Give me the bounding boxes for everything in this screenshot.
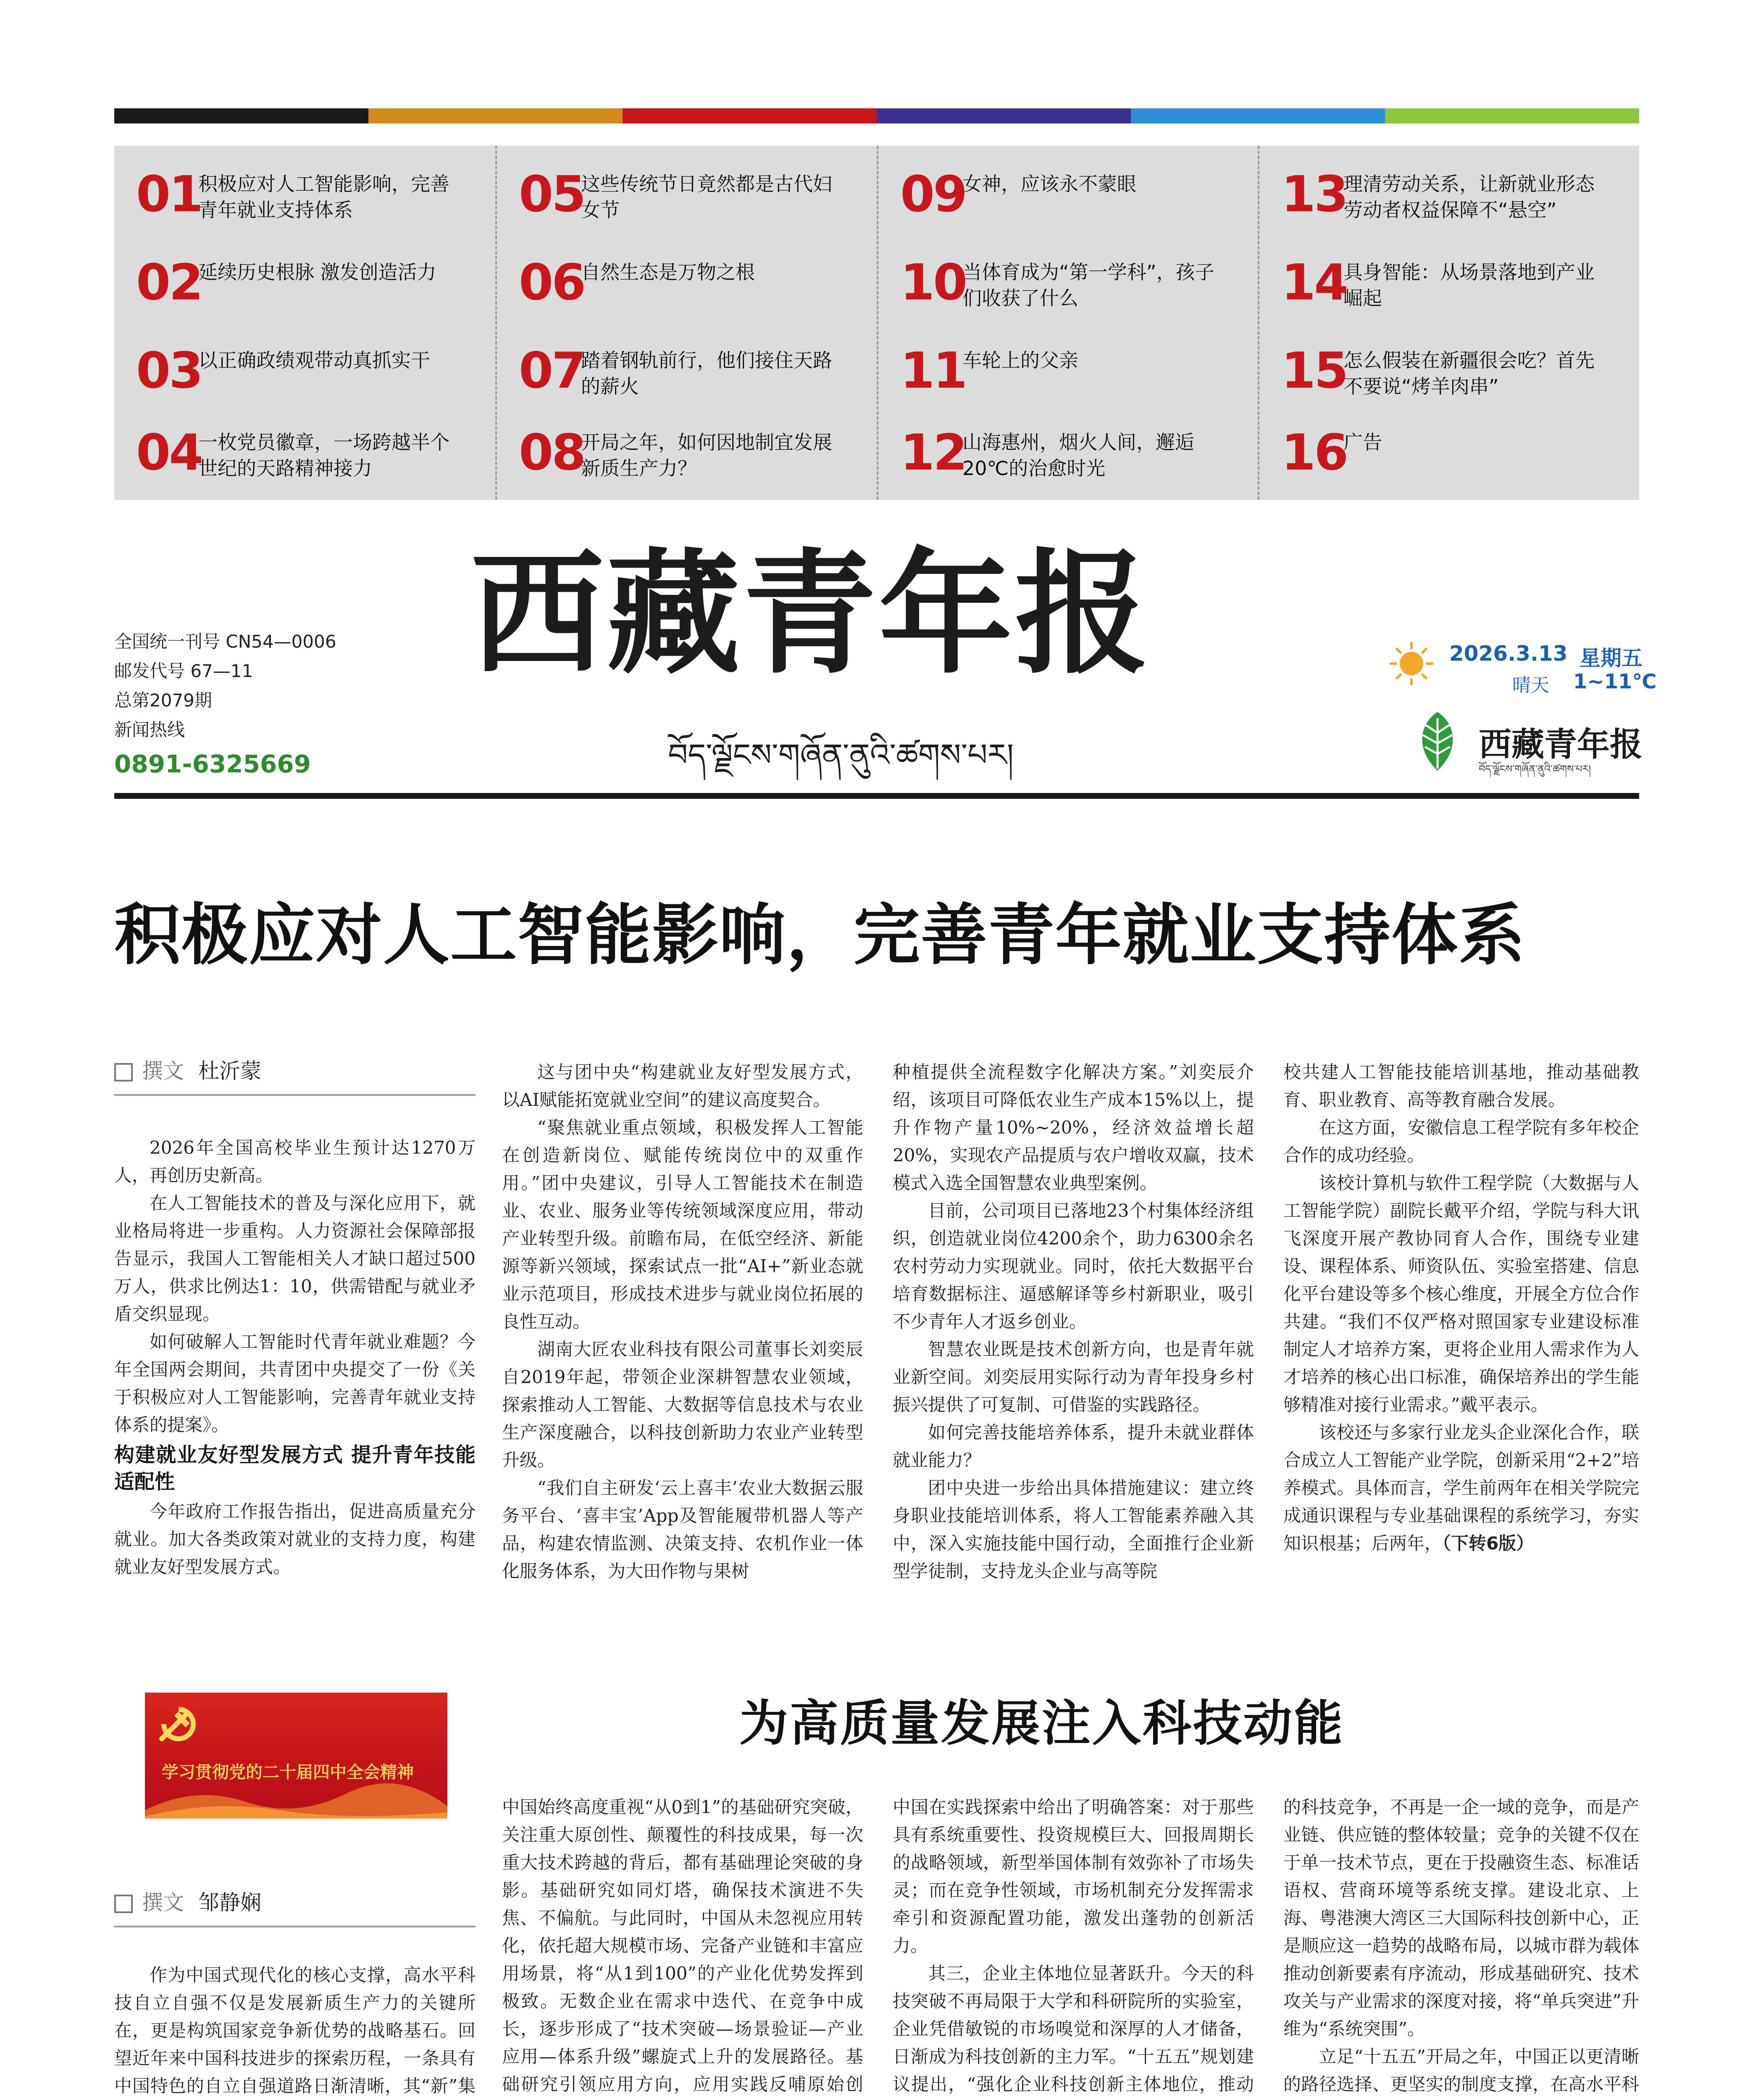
article1-column-4: [1283, 1058, 1639, 1557]
article1-column-1: [114, 1134, 476, 1581]
paragraph: 在人工智能技术的普及与深化应用下，就业格局将进一步重构。人力资源社会保障部报告显示，我国人工智能相关人才缺口超过500万人，供求比例达1：10，供需错配与就业矛盾交织显现。: [114, 1193, 476, 1324]
continued-note: （下转6版）: [1442, 1533, 1534, 1554]
article1-headline: 积极应对人工智能影响，完善青年就业支持体系: [114, 897, 1526, 974]
sun-icon: [1388, 640, 1435, 687]
index-item-title: 理清劳动关系，让新就业形态劳动者权益保障不“悬空”: [1343, 173, 1595, 221]
index-item[interactable]: [497, 328, 875, 408]
paragraph: 的科技竞争，不再是一企一域的竞争，而是产业链、供应链的整体较量；竞争的关键不仅在于单一技术节点，更在于投融资生态、标准话语权、营商环境等系统支撑。建设北京、上海、粤港澳大湾区三大国际科技创新中心，正是顺应这一趋势的战略布局，以城市群为载体推动创新要素有序流动，形成基础研究、技术攻关与产业需求的深度对接，将“单兵突进”升维为“系统突围”。: [1283, 1797, 1639, 2039]
paragraph: [1283, 1419, 1639, 1557]
index-column: [495, 146, 878, 500]
color-bar-segment: [368, 108, 623, 123]
index-item[interactable]: [114, 240, 492, 320]
article2-column-1: [114, 1961, 476, 2100]
byline-rule: [114, 1094, 476, 1096]
hotline-number: 0891-6325669: [114, 750, 311, 778]
page-number: 05: [519, 165, 585, 223]
byline-role: 撰文: [142, 1059, 184, 1083]
page-number: 13: [1281, 165, 1347, 223]
weekday: 星期五: [1580, 646, 1643, 670]
page-number: 07: [519, 341, 585, 399]
paragraph: “聚焦就业重点领域，积极发挥人工智能在创造新岗位、赋能传统岗位中的双重作用。”团中央建议，引导人工智能技术在制造业、农业、服务业等传统领域深度应用，带动产业转型升级。前瞻布局，在低空经济、新能源等新兴领域，探索试点一批“AI+”新业态就业示范项目，形成技术进步与就业岗位拓展的良性互动。: [502, 1117, 863, 1332]
contents-index: [114, 146, 1639, 500]
banner-mountains: [145, 1777, 447, 1819]
paragraph: 作为中国式现代化的核心支撑，高水平科技自立自强不仅是发展新质生产力的关键所在，更是构筑国家竞争新优势的战略基石。回望近年来中国科技进步的探索历程，一条具有中国特色的自立自强道路日渐清晰，其“新”集: [114, 1965, 476, 2096]
index-item-title: 一枚党员徽章，一场跨越半个世纪的天路精神接力: [198, 431, 449, 480]
paragraph: 种植提供全流程数字化解决方案。”刘奕辰介绍，该项目可降低农业生产成本15%以上，提升作物产量10%~20%，经济效益增长超20%，实现农产品提质与农户增收双赢，技术模式入选全国智慧农业典型案例。: [893, 1062, 1254, 1193]
index-item[interactable]: [878, 410, 1256, 490]
paragraph: 今年政府工作报告指出，促进高质量充分就业。加大各类政策对就业的支持力度，构建就业友好型发展方式。: [114, 1501, 476, 1577]
index-item-title: 开局之年，如何因地制宜发展新质生产力？: [581, 431, 832, 480]
index-item-title: 积极应对人工智能影响，完善青年就业支持体系: [198, 173, 449, 221]
byline-rule: [114, 1926, 476, 1927]
byline-name: 邹静娴: [198, 1890, 261, 1915]
index-item[interactable]: [1259, 240, 1637, 320]
postal-code: 邮发代号 67—11: [114, 661, 253, 681]
index-item-title: 当体育成为“第一学科”，孩子们收获了什么: [962, 261, 1214, 310]
article1-subhead: 构建就业友好型发展方式 提升青年技能适配性: [114, 1443, 476, 1494]
temperature: 1~11℃: [1573, 670, 1657, 693]
issue-number: 总第2079期: [114, 690, 212, 711]
logo-tibetan: བོད་ལྗོངས་གཞོན་ནུའི་ཚགས་པར།: [1479, 763, 1591, 775]
color-bar-segment: [623, 108, 877, 123]
newspaper-title: 西藏青年报: [470, 535, 1151, 692]
page-number: 09: [900, 165, 966, 223]
index-item-title: 延续历史根脉 激发创造活力: [198, 261, 436, 284]
issue-date: 2026.3.13: [1449, 641, 1568, 666]
index-item-title: 具身智能：从场景落地到产业崛起: [1343, 261, 1595, 310]
index-item[interactable]: [497, 410, 875, 490]
hotline-label: 新闻热线: [114, 719, 185, 740]
party-emblem-icon: [153, 1701, 200, 1747]
paragraph: 2026年全国高校毕业生预计达1270万人，再创历史新高。: [114, 1137, 476, 1186]
page-number: 01: [136, 165, 202, 223]
page-number: 03: [136, 341, 202, 399]
index-item-title: 这些传统节日竟然都是古代妇女节: [581, 173, 832, 221]
index-item-title: 女神，应该永不蒙眼: [962, 173, 1136, 195]
article1-column-3: [893, 1058, 1254, 1585]
paragraph: 校共建人工智能技能培训基地，推动基础教育、职业教育、高等教育融合发展。: [1283, 1062, 1639, 1110]
paragraph: 湖南大匠农业科技有限公司董事长刘奕辰自2019年起，带领企业深耕智慧农业领域，探索推动人工智能、大数据等信息技术与农业生产深度融合，以科技创新助力农业产业转型升级。: [502, 1339, 863, 1470]
article1-byline: [114, 1054, 261, 1084]
paragraph: 在这方面，安徽信息工程学院有多年校企合作的成功经验。: [1283, 1117, 1639, 1166]
page-number: 12: [900, 423, 966, 481]
paragraph: 如何破解人工智能时代青年就业难题？今年全国两会期间，共青团中央提交了一份《关于积极应对人工智能影响，完善青年就业支持体系的提案》。: [114, 1331, 476, 1435]
paragraph: 其三，企业主体地位显著跃升。今天的科技突破不再局限于大学和科研院所的实验室，企业凭借敏锐的市场嗅觉和深厚的人才储备，日渐成为科技创新的主力军。“十五五”规划建议提出，“强化企业科技创新主体地位，推动: [893, 1963, 1254, 2095]
page-number: 06: [519, 253, 585, 311]
paragraph: [1283, 2043, 1639, 2100]
page-number: 15: [1281, 341, 1347, 399]
article2-column-4: [1283, 1793, 1639, 2100]
page-number: 10: [900, 253, 966, 311]
page-number: 02: [136, 253, 202, 311]
article2-column-2: [502, 1793, 863, 2100]
index-item-title: 广告: [1343, 431, 1382, 454]
index-item[interactable]: [878, 240, 1256, 320]
page-number: 08: [519, 423, 585, 481]
paragraph: “我们自主研发‘云上喜丰’农业大数据云服务平台、‘喜丰宝’App及智能履带机器人等产品，构建农情监测、决策支持、农机作业一体化服务体系，为大田作物与果树: [502, 1478, 863, 1581]
page-number: 14: [1281, 253, 1347, 311]
article2-headline: 为高质量发展注入科技动能: [739, 1695, 1344, 1752]
paragraph: 如何完善技能培养体系，提升未就业群体就业能力？: [893, 1422, 1254, 1470]
article1-column-2: [502, 1058, 863, 1585]
masthead-rule: [114, 793, 1639, 799]
index-item[interactable]: [114, 328, 492, 408]
article2-column-3: [893, 1793, 1254, 2100]
theme-banner: [145, 1693, 447, 1819]
paragraph-text: 立足“十五五”开局之年，中国正以更清晰的路径选择、更坚实的制度支撑，在高水平科: [1283, 2046, 1639, 2095]
index-item-title: 自然生态是万物之根: [581, 261, 755, 284]
index-item-title: 车轮上的父亲: [962, 349, 1078, 372]
index-item[interactable]: [878, 328, 1256, 408]
index-column: [114, 146, 495, 500]
index-item[interactable]: [1259, 328, 1637, 408]
index-item[interactable]: [497, 240, 875, 320]
index-item[interactable]: [1259, 410, 1637, 490]
index-column: [877, 146, 1259, 500]
tibetan-title: བོད་ལྗོངས་གཞོན་ནུའི་ཚགས་པར།: [668, 737, 1014, 773]
color-bar-segment: [1131, 108, 1385, 123]
index-item[interactable]: [497, 152, 875, 232]
color-bar-segment: [1385, 108, 1639, 123]
byline-name: 杜沂蒙: [198, 1059, 261, 1083]
logo-text: 西藏青年报: [1479, 725, 1643, 764]
index-item-title: 踏着钢轨前行，他们接住天路的薪火: [581, 349, 832, 398]
index-column: [1258, 146, 1640, 500]
paragraph: 该校计算机与软件工程学院（大数据与人工智能学院）副院长戴平介绍，学院与科大讯飞深度开展产教协同育人合作，围绕专业建设、课程体系、师资队伍、实验室搭建、信息化平台建设等多个核心维度，开展全方位合作共建。“我们不仅严格对照国家专业建设标准制定人才培养方案，更将企业用人需求作为人才培养的核心出口标准，确保培养出的学生能够精准对接行业需求。”戴平表示。: [1283, 1173, 1639, 1415]
banner-text: 学习贯彻党的二十届四中全会精神: [162, 1763, 414, 1782]
index-item-title: 以正确政绩观带动真抓实干: [198, 349, 430, 372]
byline-icon: [114, 1063, 133, 1082]
paragraph: 这与团中央“构建就业友好型发展方式，以AI赋能拓宽就业空间”的建议高度契合。: [502, 1062, 863, 1110]
index-item[interactable]: [878, 152, 1256, 232]
paragraph: 中国在实践探索中给出了明确答案：对于那些具有系统重要性、投资规模巨大、回报周期长的战略领域，新型举国体制有效弥补了市场失灵；而在竞争性领域，市场机制充分发挥需求牵引和资源配置功能，激发出蓬勃的创新活力。: [893, 1797, 1254, 1956]
leaf-logo-icon: [1412, 710, 1463, 773]
index-item-title: 怎么假装在新疆很会吃？首先不要说“烤羊肉串”: [1343, 349, 1595, 398]
index-item[interactable]: [114, 152, 492, 232]
paragraph: 智慧农业既是技术创新方向，也是青年就业新空间。刘奕辰用实际行动为青年投身乡村振兴提供了可复制、可借鉴的实践路径。: [893, 1339, 1254, 1415]
paragraph: 中国始终高度重视“从0到1”的基础研究突破，关注重大原创性、颠覆性的科技成果，每一次重大技术跨越的背后，都有基础理论突破的身影。基础研究如同灯塔，确保技术演进不失焦、不偏航。与此同时，中国从未忽视应用转化，依托超大规模市场、完备产业链和丰富应用场景，将“从1到100”的产业化优势发挥到极致。无数企业在需求中迭代、在竞争中成长，逐步形成了“技术突破—场景验证—产业应用—体系升级”螺旋式上升的发展路径。基础研究引领应用方向，应用实践反哺原始创: [502, 1797, 863, 2095]
byline-role: 撰文: [142, 1890, 184, 1915]
color-bar-segment: [114, 108, 368, 123]
article2-byline: [114, 1886, 261, 1916]
page-number: 16: [1281, 423, 1347, 481]
color-bar: [114, 108, 1639, 123]
page-number: 04: [136, 423, 202, 481]
index-item-title: 山海惠州，烟火人间，邂逅20℃的治愈时光: [962, 431, 1194, 480]
index-item[interactable]: [1259, 152, 1637, 232]
color-bar-segment: [877, 108, 1131, 123]
issn: 全国统一刊号 CN54—0006: [114, 631, 336, 652]
weather: 晴天: [1512, 675, 1549, 696]
paragraph: 团中央进一步给出具体措施建议：建立终身职业技能培训体系，将人工智能素养融入其中，深入实施技能中国行动，全面推行企业新型学徒制，支持龙头企业与高等院: [893, 1478, 1254, 1581]
byline-icon: [114, 1895, 133, 1913]
paragraph-text: 该校还与多家行业龙头企业深化合作，联合成立人工智能产业学院，创新采用“2+2”培养模式。具体而言，学生前两年在相关学院完成通识课程与专业基础课程的系统学习，夯实知识根基；后两年，: [1283, 1422, 1639, 1554]
paragraph: 目前，公司项目已落地23个村集体经济组织，创造就业岗位4200余个，助力6300余名农村劳动力实现就业。同时，依托大数据平台培育数据标注、逼感解译等乡村新职业，吸引不少青年人才返乡创业。: [893, 1200, 1254, 1332]
page-number: 11: [900, 341, 966, 399]
index-item[interactable]: [114, 410, 492, 490]
